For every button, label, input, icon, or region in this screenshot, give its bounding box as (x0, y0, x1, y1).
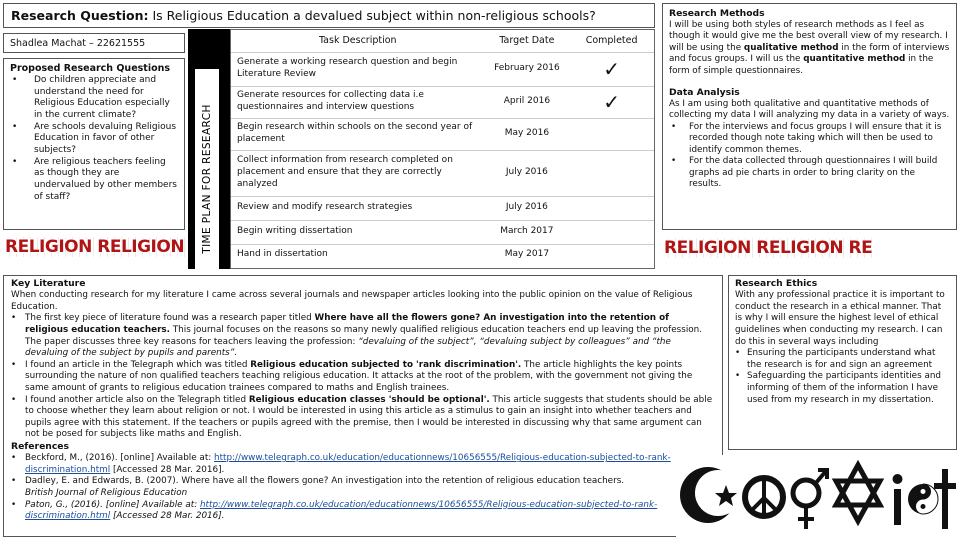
letter-i-icon (893, 474, 903, 525)
religion-banner-left: RELIGION RELIGION (5, 237, 185, 257)
table-row: Collect information from research completed on placement and ensure that they are correctly analyzed July 2016 (231, 150, 654, 196)
table-row: Begin research within schools on the second year of placement May 2016 (231, 118, 654, 150)
list-item: • The first key piece of literature found was a research paper titled Where have all the flowers gone? An investigation into the retention of religious education teachers. This journal focuses on the reasons so many newly qualified religious education teachers end up leaving the profession. The paper discusses three key reasons for teachers leaving the profession: “devaluing of the subject”, “devaluing subject by colleagues” and “the devaluing of the subject by pupils and parents”. (11, 313, 715, 359)
table-row: Generate a working research question and begin Literature Review February 2016 ✓ (231, 52, 654, 86)
literature-list (11, 313, 715, 441)
research-ethics-panel (728, 275, 957, 450)
proposed-questions-panel (3, 58, 185, 230)
author-name: Shadlea Machat – 22621555 (3, 33, 185, 53)
table-row: Hand in dissertation May 2017 (231, 244, 654, 266)
reference-link[interactable]: http://www.telegraph.co.uk/education/educationnews/10656555/Religious-education-subjected-to-rank-discrimination.html (25, 499, 658, 522)
time-plan-table (231, 30, 654, 266)
data-analysis-list (669, 122, 950, 191)
coexist-symbols-graphic (676, 455, 958, 537)
question-item: • Are religious teachers feeling as though they are undervalued by other members of staff? (10, 157, 178, 204)
list-item: • Ensuring the participants understand what the research is for and sign an agreement (735, 348, 950, 371)
questions-heading: Proposed Research Questions (10, 63, 171, 74)
data-analysis-text: As I am using both qualitative and quantitative methods of collecting my data I will analyzing my data in a variety of ways. (669, 99, 950, 121)
check-icon: ✓ (569, 86, 654, 118)
key-literature-panel (3, 275, 723, 537)
question-item: • Are schools devaluing Religious Education in favor of other subjects? (10, 122, 178, 157)
methods-text: I will be using both styles of research methods as I feel as though it would give me the best overall view of my research. I will be using the qualitative method in the form of interviews and focus groups. I will us the quantitative method in the form of simple questionnaires. (669, 19, 950, 76)
title-question: Is Religious Education a devalued subject within non-religious schools? (152, 8, 596, 23)
time-plan-panel (230, 29, 655, 269)
list-item: • For the interviews and focus groups I will ensure that it is recorded though note taking which will then be used to identify common themes. (669, 122, 950, 156)
table-row: Review and modify research strategies July 2016 (231, 196, 654, 220)
list-item: • Safeguarding the participants identities and informing of them of the information I have used from my research in my dissertation. (735, 371, 950, 406)
research-question-title (3, 3, 655, 28)
reference-link[interactable]: http://www.telegraph.co.uk/education/educationnews/10656555/Religious-education-subjected-to-rank-discrimination.html (25, 453, 671, 475)
list-item: • I found an article in the Telegraph which was titled Religious education subjected to 'rank discrimination'. The article highlights the key points surrounding the nature of non qualified teachers teaching religious education. It attacks at the root of the problem, with the government not giving the same amount of grants to religious education trainees compared to maths and English trainees. (11, 360, 715, 395)
question-item: • Do children appreciate and understand the need for Religious Education especially in the current climate? (10, 75, 178, 122)
yin-yang-icon (908, 484, 938, 514)
references-heading: References (11, 441, 69, 453)
check-icon: ✓ (569, 52, 654, 86)
reference-item: • Paton, G., (2016). [online] Available at: http://www.telegraph.co.uk/education/educationnews/10656555/Religious-education-subjected-to-rank-discrimination.html [Accessed 28 Mar. 2016]. (11, 500, 675, 523)
questions-list (10, 75, 178, 204)
table-row: Begin writing dissertation March 2017 (231, 220, 654, 244)
literature-heading: Key Literature (11, 278, 86, 289)
header-completed: Completed (585, 35, 638, 47)
reference-item: • Beckford, M., (2016). [online] Available at: http://www.telegraph.co.uk/education/educationnews/10656555/Religious-education-subjected-to-rank-discrimination.html [Accessed 28 Mar. 2016]. (11, 453, 675, 476)
data-analysis-heading: Data Analysis (669, 87, 740, 99)
ethics-list (735, 348, 950, 406)
list-item: • I found another article also on the Telegraph titled Religious education classes 'should be optional'. This article suggests that students should be able to choose whether they learn about religion or not. I would be interested in using this article as a stimulus to gain an insight into whether teachers and pupils agree with this statement. If the teachers or pupils agreed with the premise, then I would be interested in discussing why that same argument can not be posed for subjects like maths and English. (11, 395, 715, 441)
ethics-text: With any professional practice it is important to conduct the research in a ethical manner. That is why I will ensure the highest level of ethical guidelines when conducting my research. I can do this in several ways including (735, 290, 945, 347)
references-list (11, 453, 715, 523)
coexist-logo (676, 455, 958, 537)
list-item: • For the data collected through questionnaires I will build graphs ad pie charts in order to bring clarity on the results. (669, 156, 950, 190)
literature-intro: When conducting research for my literature I came across several journals and newspaper articles looking into the public opinion on the value of Religious Education. (11, 290, 693, 312)
header-target-date: Target Date (499, 35, 555, 47)
title-label: Research Question: (11, 8, 149, 23)
time-plan-label: TIME PLAN FOR RESEARCH (201, 104, 213, 254)
religion-banner-right: RELIGION RELIGION RE (664, 238, 873, 258)
reference-item: • Dadley, E. and Edwards, B. (2007). Where have all the flowers gone? An investigation into the retention of religious education teachers. British Journal of Religious Education (11, 476, 675, 499)
header-task: Task Description (318, 35, 397, 47)
ethics-heading: Research Ethics (735, 278, 818, 289)
time-plan-side-label (188, 29, 230, 269)
methods-heading: Research Methods (669, 8, 765, 19)
table-row: Generate resources for collecting data i.e questionnaires and interview questions April 2016 ✓ (231, 86, 654, 118)
research-methods-panel (662, 3, 957, 230)
